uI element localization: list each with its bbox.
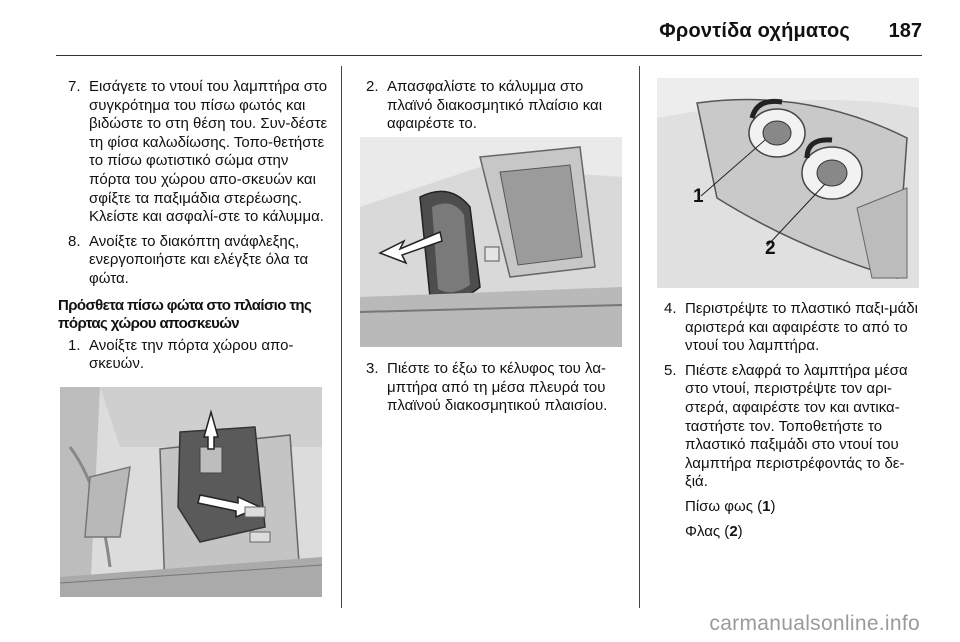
step-7 xyxy=(68,78,328,227)
step-5 xyxy=(664,362,926,492)
page-title: Φροντίδα οχήματος xyxy=(659,20,850,42)
legend-label: Φλας ( xyxy=(685,522,730,540)
step-text: Περιστρέψτε το πλαστικό παξι-μάδι αριστερά και αφαιρέστε το από το ντουί του λαμπτήρα. xyxy=(685,300,918,355)
step-number: 4. xyxy=(664,300,677,317)
right-column xyxy=(664,300,926,541)
trunk-cover-illustration xyxy=(60,387,322,597)
figure-bulb-holders xyxy=(657,78,919,288)
legend-rear-light xyxy=(664,498,926,517)
column-divider-left xyxy=(341,66,342,608)
section-heading: Πρόσθετα πίσω φώτα στο πλαίσιο της πόρτας χώρου αποσκευών xyxy=(58,296,312,333)
legend-number: 1 xyxy=(762,497,771,515)
header-rule xyxy=(56,55,922,56)
step-2 xyxy=(366,78,631,134)
figure-label-2: 2 xyxy=(765,238,776,259)
step-number: 1. xyxy=(68,336,81,354)
legend-turn-signal xyxy=(664,523,926,542)
middle-column-lower xyxy=(366,360,631,422)
step-text: Πιέστε το έξω το κέλυφος του λα-μπτήρα από τη μέσα πλευρά του πλαϊνού διακοσμητικού πλαισίου. xyxy=(387,360,608,415)
lamp-housing-illustration xyxy=(360,137,622,347)
legend-close: ) xyxy=(737,522,743,540)
middle-column xyxy=(366,78,631,140)
legend-label: Πίσω φως ( xyxy=(685,497,763,515)
step-1 xyxy=(68,337,328,374)
step-number: 5. xyxy=(664,361,677,379)
page-number: 187 xyxy=(888,20,922,42)
step-text: Ανοίξτε την πόρτα χώρου απο-σκευών. xyxy=(89,336,294,373)
step-text: Πιέστε ελαφρά το λαμπτήρα μέσα στο ντουί, περιστρέψτε τον αρι-στερά, αφαιρέστε τον και αντικα-ταστήστε τον. Τοποθετήστε το πλαστικό παξιμάδι στο ντουί του λαμπτήρα περιστρέφοντάς το δε-ξιά. xyxy=(685,361,908,491)
step-8 xyxy=(68,233,328,289)
step-4 xyxy=(664,300,926,356)
step-text: Ανοίξτε το διακόπτη ανάφλεξης, ενεργοποιήστε και ελέγξτε όλα τα φώτα. xyxy=(89,232,309,287)
figure-lamp-housing xyxy=(360,137,622,347)
figure-trunk-side-cover xyxy=(60,387,322,597)
step-text: Εισάγετε το ντουί του λαμπτήρα στο συγκρότημα του πίσω φωτός και βιδώστε το στη θέση του. Συν-δέστε τη φίσα καλωδίωσης. Τοπο-θετήστε το πίσω φωτιστικό σώμα στην πόρτα του χώρου απο-σκευών και σφίξτε τα παξιμάδια στερέωσης. Κλείστε και ασφαλί-στε το κάλυμμα. xyxy=(89,78,328,226)
bulb-holders-illustration xyxy=(657,78,919,288)
step-number: 2. xyxy=(366,78,379,95)
page-header xyxy=(0,0,960,62)
step-3 xyxy=(366,360,631,416)
legend-close: ) xyxy=(770,497,776,515)
step-text: Απασφαλίστε το κάλυμμα στο πλαϊνό διακοσμητικό πλαίσιο και αφαιρέστε το. xyxy=(387,78,603,133)
legend-number: 2 xyxy=(729,522,738,540)
figure-label-1: 1 xyxy=(693,186,704,207)
step-number: 7. xyxy=(68,78,81,95)
watermark: carmanualsonline.info xyxy=(709,612,920,635)
step-number: 8. xyxy=(68,232,81,250)
column-divider-right xyxy=(639,66,640,608)
left-column xyxy=(58,78,328,380)
step-number: 3. xyxy=(366,360,379,377)
